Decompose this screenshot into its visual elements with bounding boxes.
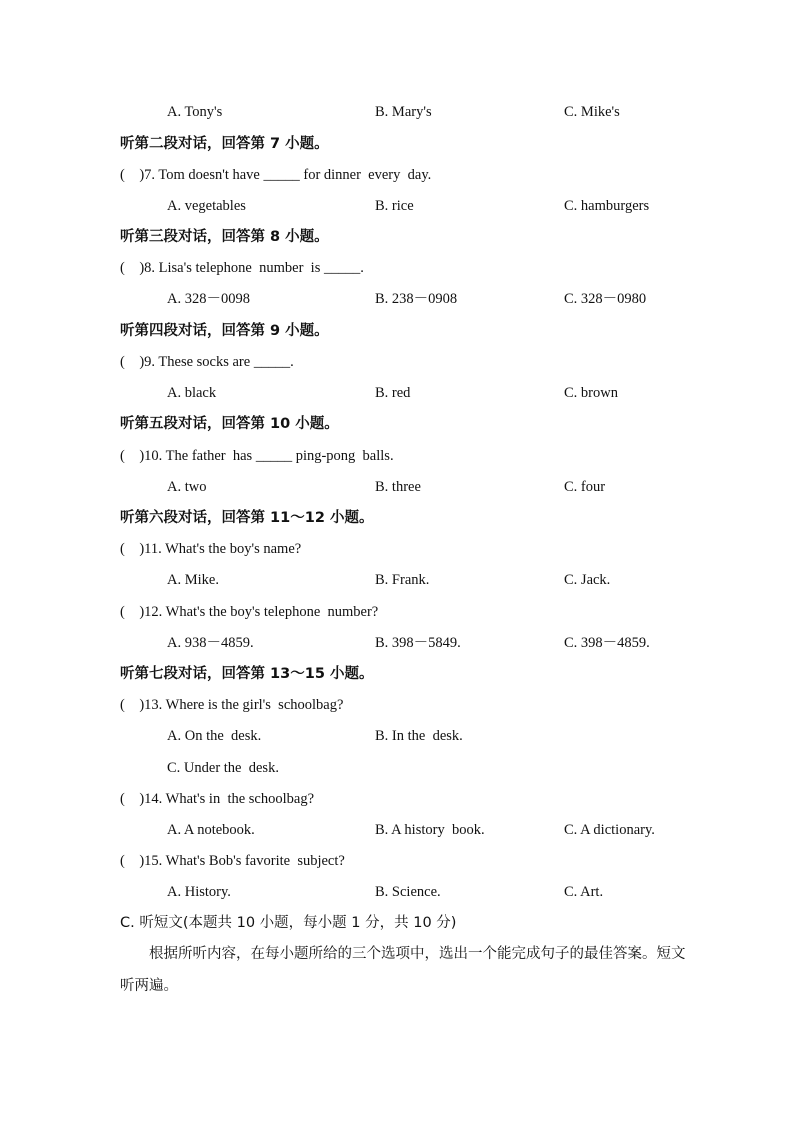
q8-option-a: A. 328－0098: [167, 291, 250, 307]
q15-option-b: B. Science.: [375, 884, 441, 900]
section-c-instructions: 根据所听内容，在每小题所给的三个选项中，选出一个能完成句子的最佳答案。短文听两遍。: [120, 946, 686, 994]
q9-question: ( )9. These socks are _____.: [120, 354, 294, 370]
q13-option-a: A. On the desk.: [167, 728, 262, 744]
dialog3-heading: 听第三段对话，回答第 8 小题。: [120, 229, 329, 245]
dialog4-heading: 听第四段对话，回答第 9 小题。: [120, 323, 329, 339]
q12-option-c: C. 398－4859.: [564, 635, 650, 651]
q11-option-a: A. Mike.: [167, 572, 219, 588]
q14-option-c: C. A dictionary.: [564, 822, 655, 838]
q6-option-c: C. Mike's: [564, 104, 620, 120]
dialog7-heading: 听第七段对话，回答第 13～15 小题。: [120, 666, 374, 682]
dialog5-heading: 听第五段对话，回答第 10 小题。: [120, 416, 339, 432]
q8-question: ( )8. Lisa's telephone number is _____.: [120, 260, 364, 276]
q14-option-a: A. A notebook.: [167, 822, 255, 838]
q14-option-b: B. A history book.: [375, 822, 485, 838]
q6-option-b: B. Mary's: [375, 104, 432, 120]
q13-question: ( )13. Where is the girl's schoolbag?: [120, 697, 344, 713]
q13-option-b: B. In the desk.: [375, 728, 463, 744]
q11-question: ( )11. What's the boy's name?: [120, 541, 302, 557]
q9-option-a: A. black: [167, 385, 217, 401]
q6-option-a: A. Tony's: [167, 104, 223, 120]
dialog6-heading: 听第六段对话，回答第 11～12 小题。: [120, 510, 374, 526]
q7-option-b: B. rice: [375, 198, 414, 214]
q10-option-a: A. two: [167, 479, 207, 495]
q7-option-a: A. vegetables: [167, 198, 246, 214]
q8-option-c: C. 328－0980: [564, 291, 647, 307]
q12-option-b: B. 398－5849.: [375, 635, 461, 651]
q11-option-b: B. Frank.: [375, 572, 430, 588]
dialog2-heading: 听第二段对话，回答第 7 小题。: [120, 136, 329, 152]
q10-question: ( )10. The father has _____ ping-pong balls.: [120, 448, 394, 464]
q14-question: ( )14. What's in the schoolbag?: [120, 791, 315, 807]
q10-option-b: B. three: [375, 479, 421, 495]
q12-question: ( )12. What's the boy's telephone number?: [120, 604, 379, 620]
q15-question: ( )15. What's Bob's favorite subject?: [120, 853, 345, 869]
q7-option-c: C. hamburgers: [564, 198, 650, 214]
q9-option-c: C. brown: [564, 385, 618, 401]
q12-option-a: A. 938－4859.: [167, 635, 254, 651]
q15-option-c: C. Art.: [564, 884, 604, 900]
q7-question: ( )7. Tom doesn't have _____ for dinner every day.: [120, 167, 432, 183]
q15-option-a: A. History.: [167, 884, 231, 900]
q11-option-c: C. Jack.: [564, 572, 611, 588]
q10-option-c: C. four: [564, 479, 606, 495]
q13-option-c: C. Under the desk.: [167, 760, 279, 776]
section-c-heading: C. 听短文(本题共 10 小题，每小题 1 分，共 10 分): [120, 915, 457, 931]
q8-option-b: B. 238－0908: [375, 291, 458, 307]
q9-option-b: B. red: [375, 385, 411, 401]
